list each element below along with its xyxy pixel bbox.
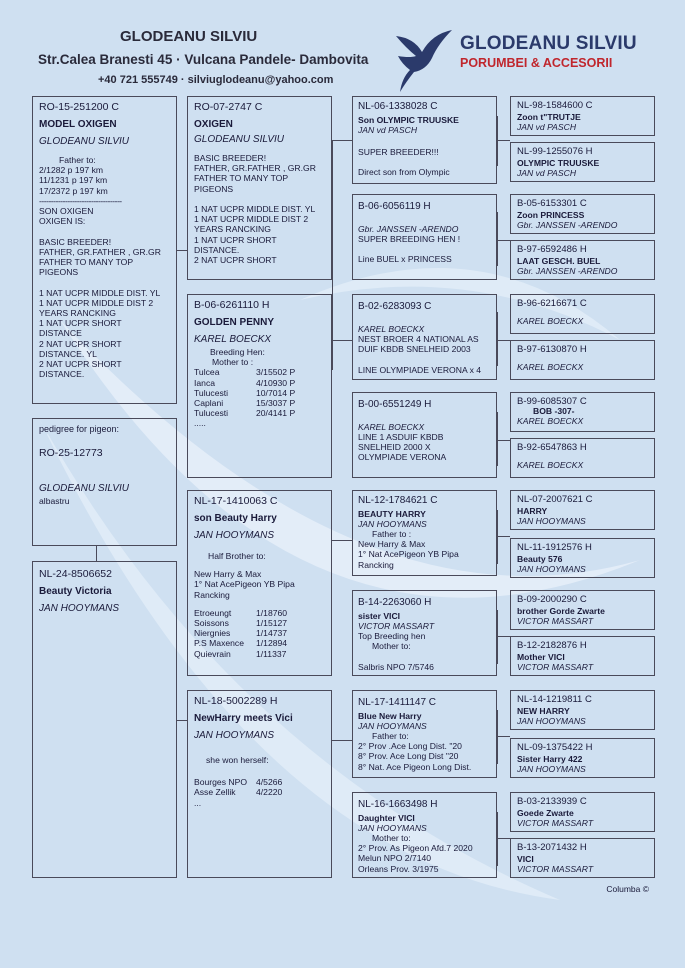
sire-note: 1 NAT UCPR MIDDLE DIST. YL: [194, 204, 316, 215]
g4-name: brother Gorde Zwarte: [517, 606, 605, 616]
subject-note: SON OXIGEN: [39, 206, 94, 217]
dam-sire-box: [187, 490, 332, 676]
connector-line: [497, 636, 510, 637]
result-row: Bourges NPO 4/5266: [194, 777, 283, 788]
g3-note: Father to :: [372, 529, 412, 539]
dam-dam-tail: ...: [194, 797, 202, 808]
sire-note: YEARS RANCKING: [194, 224, 271, 235]
g4-owner: VICTOR MASSART: [517, 817, 594, 828]
sire-dam-ring: B-06-6261110 H: [194, 299, 270, 311]
g3-name: Blue New Harry: [358, 711, 422, 721]
g3-note: Orleans Prov. 3/1975: [358, 863, 439, 874]
g3-note: Rancking: [358, 559, 394, 570]
g4-ring: B-96-6216671 C: [517, 298, 587, 309]
connector-line: [497, 440, 510, 441]
g4-owner: VICTOR MASSART: [517, 615, 594, 626]
g4-owner: JAN HOOYMANS: [517, 563, 586, 574]
subject-note: [39, 226, 170, 236]
g3-ring: NL-12-1784621 C: [358, 495, 438, 506]
logo-name: GLODEANU SILVIU: [460, 33, 637, 54]
subject-ring: RO-15-251200 C: [39, 101, 119, 113]
sire-note: DISTANCE.: [194, 244, 240, 255]
sire-note: [194, 194, 325, 204]
connector-line: [497, 536, 510, 537]
g4-name: Beauty 576: [517, 554, 563, 564]
g4-box: [510, 392, 655, 432]
connector-line: [497, 312, 498, 366]
sire-note: FATHER TO MANY TOP: [194, 173, 289, 184]
g3-ring: B-02-6283093 C: [358, 301, 432, 312]
g4-owner: JAN vd PASCH: [517, 167, 577, 178]
dam-sire-note: Rancking: [194, 589, 230, 600]
connector-line: [96, 546, 97, 561]
g4-box: [510, 194, 655, 234]
sire-dam-name: GOLDEN PENNY: [194, 317, 275, 328]
dam-sire-note: New Harry & Max: [194, 569, 262, 580]
g4-owner: Gbr. JANSSEN -ARENDO: [517, 265, 618, 276]
g3-ring: NL-06-1338028 C: [358, 101, 438, 112]
subject-note: 1 NAT UCPR MIDDLE DIST 2: [39, 297, 154, 308]
subject-note: BASIC BREEDER!: [39, 236, 112, 247]
result-row: Tulucesti 20/4141 P: [194, 408, 296, 419]
g4-name: HARRY: [517, 506, 548, 516]
sire-dam-owner: KAREL BOECKX: [194, 334, 272, 345]
g4-box: [510, 438, 655, 478]
g4-name: BOB -307-: [533, 406, 575, 416]
g3-owner: VICTOR MASSART: [358, 621, 435, 631]
result-row: Tulcea 3/15502 P: [194, 367, 296, 378]
connector-line: [332, 340, 352, 341]
dam-sire-note: 1° Nat AcePigeon YB Pipa: [194, 579, 295, 590]
g3-owner: JAN HOOYMANS: [358, 721, 427, 731]
g4-ring: B-12-2182876 H: [517, 640, 587, 651]
sire-note: 1 NAT UCPR MIDDLE DIST 2: [194, 214, 309, 225]
subject-father-label: Father to:: [59, 155, 96, 165]
g3-note: Mother to:: [372, 641, 411, 652]
g3-note: New Harry & Max: [358, 539, 426, 550]
g3-note: 2° Prov. As Pigeon Afd.7 2020: [358, 843, 473, 854]
g3-note: Top Breeding hen: [358, 631, 426, 641]
pedigree-color: albastru: [39, 496, 70, 506]
subject-separator: -----------------------------------: [39, 195, 122, 206]
connector-line: [332, 140, 333, 370]
sire-dam-tail: .....: [194, 418, 206, 429]
result-row: Caplani 15/3037 P: [194, 398, 296, 409]
g3-note: Line BUEL x PRINCESS: [358, 254, 452, 265]
g4-ring: B-09-2000290 C: [517, 594, 587, 605]
pedigree-owner: GLODEANU SILVIU: [39, 483, 130, 494]
subject-result: 2/1282 p 197 km: [39, 165, 104, 176]
g3-owner: KAREL BOECKX: [358, 324, 425, 334]
g4-owner: KAREL BOECKX: [517, 362, 584, 372]
g4-owner: KAREL BOECKX: [517, 415, 584, 426]
connector-line: [497, 736, 510, 737]
connector-line: [332, 140, 352, 141]
g4-ring: NL-07-2007621 C: [517, 494, 593, 505]
g3-note: Melun NPO 2/7140: [358, 853, 432, 864]
g4-ring: NL-11-1912576 H: [517, 542, 592, 553]
result-row: Niergnies 1/14737: [194, 628, 288, 639]
g4-ring: B-05-6153301 C: [517, 198, 587, 209]
pedigree-label: pedigree for pigeon:: [39, 424, 123, 434]
sire-ring: RO-07-2747 C: [194, 101, 263, 113]
connector-line: [497, 610, 498, 664]
subject-note: DISTANCE.: [39, 369, 85, 380]
g4-owner: KAREL BOECKX: [517, 460, 584, 470]
g3-ring: B-06-6056119 H: [358, 201, 431, 212]
connector-line: [497, 340, 510, 341]
g4-ring: NL-99-1255076 H: [517, 146, 593, 157]
connector-line: [177, 250, 187, 251]
g3-box: [352, 690, 497, 778]
result-row: Quievrain 1/11337: [194, 648, 287, 659]
g4-box: [510, 636, 655, 676]
dam-sire-name: son Beauty Harry: [194, 513, 277, 524]
g3-box: [352, 392, 497, 478]
dam-name: Beauty Victoria: [39, 586, 112, 597]
g4-box: [510, 294, 655, 334]
footer-credit: Columba ©: [606, 884, 649, 894]
subject-result: 17/2372 p 197 km: [39, 185, 108, 196]
g3-box: [352, 294, 497, 380]
g4-name: Goede Zwarte: [517, 808, 574, 818]
g3-note: LINE OLYMPIADE VERONA x 4: [358, 364, 482, 375]
g4-owner: VICTOR MASSART: [517, 863, 594, 874]
g3-note: 8° Prov. Ace Long Dist "20: [358, 751, 459, 762]
sire-owner: GLODEANU SILVIU: [194, 134, 285, 145]
g4-owner: JAN HOOYMANS: [517, 715, 586, 726]
subject-name: MODEL OXIGEN: [39, 119, 117, 130]
g4-name: Zoon t"TRUTJE: [517, 112, 581, 122]
g3-ring: NL-17-1411147 C: [358, 697, 437, 708]
result-row: Etroeungt 1/18760: [194, 607, 288, 618]
g4-ring: B-92-6547863 H: [517, 442, 587, 453]
g3-name: Son OLYMPIC TRUUSKE: [358, 115, 459, 125]
result-row: Ianca 4/10930 P: [194, 377, 296, 388]
g4-name: Mother VICI: [517, 652, 565, 662]
g4-name: Sister Harry 422: [517, 754, 583, 764]
g3-note: LINE 1 ASDUIF KBDB: [358, 432, 444, 442]
g4-name: NEW HARRY: [517, 706, 570, 716]
g3-note: 1° Nat AcePigeon YB Pipa: [358, 549, 459, 560]
connector-line: [497, 116, 498, 166]
g3-box: [352, 792, 497, 878]
g4-name: OLYMPIC TRUUSKE: [517, 158, 600, 168]
g3-note: [358, 354, 491, 364]
g3-note: DUIF KBDB SNELHEID 2003: [358, 344, 471, 355]
g3-note: SUPER BREEDER!!!: [358, 147, 439, 157]
sire-box: [187, 96, 332, 280]
dam-sire-ring: NL-17-1410063 C: [194, 495, 278, 507]
subject-note: DISTANCE. YL: [39, 348, 97, 359]
dam-sire-owner: JAN HOOYMANS: [194, 530, 275, 541]
g4-ring: B-03-2133939 C: [517, 796, 587, 807]
g3-box: [352, 590, 497, 676]
g4-box: [510, 838, 655, 878]
g3-note: SNELHEID 2000 X: [358, 442, 431, 453]
g4-box: [510, 340, 655, 380]
connector-line: [332, 740, 352, 741]
g4-ring: B-97-6592486 H: [517, 244, 587, 255]
sire-dam-sub: Mother to :: [212, 357, 254, 368]
subject-note: 2 NAT UCPR SHORT: [39, 359, 122, 370]
g4-name: LAAT GESCH. BUEL: [517, 256, 601, 266]
subject-note: 1 NAT UCPR MIDDLE DIST. YL: [39, 287, 161, 298]
result-row: Asse Zellik 4/2220: [194, 787, 283, 798]
g3-note: SUPER BREEDING HEN !: [358, 234, 461, 244]
g4-ring: B-13-2071432 H: [517, 842, 587, 853]
dam-dam-ring: NL-18-5002289 H: [194, 695, 278, 707]
connector-line: [497, 240, 510, 241]
g4-box: [510, 738, 655, 778]
g3-note: [358, 157, 491, 167]
g4-ring: NL-14-1219811 C: [517, 694, 592, 705]
subject-note: DISTANCE: [39, 328, 82, 339]
g3-note: 2° Prov .Ace Long Dist. "20: [358, 741, 462, 752]
connector-line: [497, 510, 498, 564]
sire-note: 2 NAT UCPR SHORT: [194, 255, 277, 266]
g4-box: [510, 792, 655, 832]
g4-box: [510, 690, 655, 730]
subject-box: [32, 96, 177, 404]
connector-line: [497, 140, 510, 141]
subject-owner: GLODEANU SILVIU: [39, 136, 130, 147]
result-row: P.S Maxence 1/12894: [194, 638, 288, 649]
g3-ring: B-00-6551249 H: [358, 399, 432, 410]
dam-dam-owner: JAN HOOYMANS: [194, 730, 275, 741]
g4-box: [510, 538, 655, 578]
subject-note: OXIGEN IS:: [39, 216, 86, 227]
sire-note: PIGEONS: [194, 183, 234, 194]
connector-line: [497, 412, 498, 466]
g4-owner: Gbr. JANSSEN -ARENDO: [517, 219, 618, 230]
g3-owner: Gbr. JANSSEN -ARENDO: [358, 224, 459, 234]
g4-box: [510, 96, 655, 136]
subject-note: FATHER TO MANY TOP: [39, 257, 134, 268]
result-row: Soissons 1/15127: [194, 618, 288, 629]
sire-dam-sub: Breeding Hen:: [210, 347, 265, 357]
g3-name: sister VICI: [358, 611, 401, 621]
dam-sire-sub: Half Brother to:: [208, 551, 266, 561]
g3-note: Father to:: [372, 731, 409, 741]
g3-ring: B-14-2263060 H: [358, 597, 432, 608]
dam-owner: JAN HOOYMANS: [39, 603, 120, 614]
g4-ring: B-99-6085307 C: [517, 396, 587, 407]
g4-owner: JAN vd PASCH: [517, 121, 577, 132]
g3-owner: JAN HOOYMANS: [358, 823, 427, 833]
dove-icon: [392, 26, 458, 92]
g3-note: [358, 244, 491, 254]
sire-note: FATHER, GR.FATHER , GR.GR: [194, 163, 316, 174]
subject-result: 11/1231 p 197 km: [39, 175, 108, 186]
g3-name: BEAUTY HARRY: [358, 509, 426, 519]
subject-note: FATHER, GR.FATHER , GR.GR: [39, 246, 161, 257]
g3-note: Salbris NPO 7/5746: [358, 661, 434, 672]
g4-box: [510, 490, 655, 530]
connector-line: [497, 710, 498, 764]
g4-box: [510, 590, 655, 630]
connector-line: [497, 838, 510, 839]
subject-note: YEARS RANCKING: [39, 308, 116, 319]
pedigree-ring: RO-25-12773: [39, 447, 103, 459]
g4-owner: JAN HOOYMANS: [517, 515, 586, 526]
connector-line: [497, 212, 498, 266]
dam-box: [32, 561, 177, 878]
dam-dam-box: [187, 690, 332, 878]
pedigree-owner-box: [32, 418, 177, 546]
g4-name: VICI: [517, 854, 534, 864]
g4-box: [510, 240, 655, 280]
g3-box: [352, 490, 497, 576]
breeder-contact: +40 721 555749 · silviuglodeanu@yahoo.com: [98, 74, 334, 86]
g3-owner: KAREL BOECKX: [358, 422, 425, 432]
subject-note: 1 NAT UCPR SHORT: [39, 318, 122, 329]
g3-box: [352, 194, 497, 280]
g3-note: OLYMPIADE VERONA: [358, 452, 447, 463]
g3-note: NEST BROER 4 NATIONAL AS: [358, 334, 479, 344]
g3-box: [352, 96, 497, 184]
sire-note: 1 NAT UCPR SHORT: [194, 234, 277, 245]
g3-owner: JAN HOOYMANS: [358, 519, 427, 529]
g4-name: Zoon PRINCESS: [517, 210, 585, 220]
dam-ring: NL-24-8506652: [39, 568, 112, 580]
g3-note: 8° Nat. Ace Pigeon Long Dist.: [358, 761, 472, 772]
breeder-name: GLODEANU SILVIU: [120, 28, 258, 45]
logo-subtitle: PORUMBEI & ACCESORII: [460, 56, 613, 70]
g3-ring: NL-16-1663498 H: [358, 799, 438, 810]
g4-ring: B-97-6130870 H: [517, 344, 587, 355]
g3-name: Daughter VICI: [358, 813, 415, 823]
connector-line: [332, 540, 352, 541]
connector-line: [177, 720, 187, 721]
dam-dam-sub: she won herself:: [206, 755, 269, 765]
g4-ring: NL-98-1584600 C: [517, 100, 593, 111]
g4-owner: VICTOR MASSART: [517, 661, 594, 672]
g3-owner: JAN vd PASCH: [358, 125, 418, 135]
result-row: Tulucesti 10/7014 P: [194, 387, 296, 398]
g3-note: Mother to:: [372, 833, 411, 843]
sire-dam-box: [187, 294, 332, 478]
sire-name: OXIGEN: [194, 119, 233, 130]
subject-note: 2 NAT UCPR SHORT: [39, 338, 122, 349]
g4-owner: JAN HOOYMANS: [517, 763, 586, 774]
connector-line: [497, 812, 498, 866]
subject-note: [39, 277, 170, 287]
subject-note: PIGEONS: [39, 267, 79, 278]
breeder-address: Str.Calea Branesti 45 · Vulcana Pandele- Dambovita: [38, 52, 369, 67]
g4-ring: NL-09-1375422 H: [517, 742, 593, 753]
g3-note: Direct son from Olympic: [358, 167, 450, 178]
dam-dam-name: NewHarry meets Vici: [194, 713, 293, 724]
g4-owner: KAREL BOECKX: [517, 316, 584, 326]
sire-note: BASIC BREEDER!: [194, 153, 267, 163]
g3-note: [358, 651, 491, 661]
g4-box: [510, 142, 655, 182]
